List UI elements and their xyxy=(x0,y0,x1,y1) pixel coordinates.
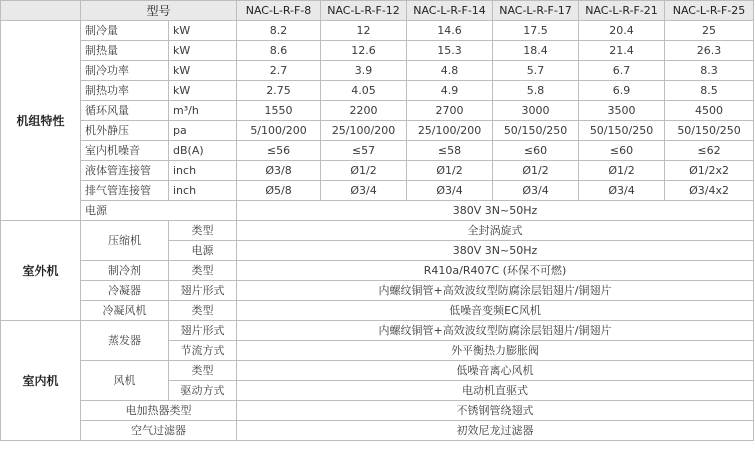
attr-value: R410a/R407C (环保不可燃) xyxy=(237,261,754,281)
param-name: 制冷量 xyxy=(81,21,169,41)
param-value: Ø3/4 xyxy=(407,181,493,201)
table-row xyxy=(1,81,754,101)
attr-name: 节流方式 xyxy=(169,341,237,361)
param-name: 制热功率 xyxy=(81,81,169,101)
param-unit: kW xyxy=(169,41,237,61)
attr-value: 电动机直驱式 xyxy=(237,381,754,401)
param-value: 12 xyxy=(321,21,407,41)
param-value: Ø5/8 xyxy=(237,181,321,201)
attr-value: 外平衡热力膨胀阀 xyxy=(237,341,754,361)
attr-value: 低噪音离心风机 xyxy=(237,361,754,381)
attr-value: 内螺纹铜管+高效波纹型防腐涂层铝翅片/铜翅片 xyxy=(237,321,754,341)
param-value: 21.4 xyxy=(579,41,665,61)
param-value: 3000 xyxy=(493,101,579,121)
table-row xyxy=(1,401,754,421)
table-row xyxy=(1,101,754,121)
attr-value: 380V 3N~50Hz xyxy=(237,241,754,261)
param-unit: kW xyxy=(169,81,237,101)
component-name: 空气过滤器 xyxy=(81,421,237,441)
param-value: 5.7 xyxy=(493,61,579,81)
model-header: NAC-L-R-F-17 xyxy=(493,1,579,21)
param-value: 3500 xyxy=(579,101,665,121)
param-value: Ø3/4 xyxy=(493,181,579,201)
param-name: 排气管连接管 xyxy=(81,181,169,201)
param-value: ≤56 xyxy=(237,141,321,161)
table-row xyxy=(1,321,754,341)
param-value: 4500 xyxy=(665,101,754,121)
table-row xyxy=(1,201,754,221)
param-value: 2.7 xyxy=(237,61,321,81)
table-row xyxy=(1,121,754,141)
param-value: Ø3/4 xyxy=(579,181,665,201)
param-value: Ø3/4x2 xyxy=(665,181,754,201)
table-row xyxy=(1,301,754,321)
param-value: Ø1/2 xyxy=(493,161,579,181)
param-value: 50/150/250 xyxy=(665,121,754,141)
table-row xyxy=(1,261,754,281)
model-header: NAC-L-R-F-12 xyxy=(321,1,407,21)
param-name: 室内机噪音 xyxy=(81,141,169,161)
param-unit: m³/h xyxy=(169,101,237,121)
param-value: ≤62 xyxy=(665,141,754,161)
param-value: 1550 xyxy=(237,101,321,121)
component-name: 蒸发器 xyxy=(81,321,169,361)
param-value: 12.6 xyxy=(321,41,407,61)
param-value: 50/150/250 xyxy=(493,121,579,141)
model-header: NAC-L-R-F-25 xyxy=(665,1,754,21)
table-row xyxy=(1,61,754,81)
param-value: 50/150/250 xyxy=(579,121,665,141)
param-value: 4.9 xyxy=(407,81,493,101)
param-unit: dB(A) xyxy=(169,141,237,161)
param-value: 4.8 xyxy=(407,61,493,81)
attr-value: 初效尼龙过滤器 xyxy=(237,421,754,441)
component-name: 风机 xyxy=(81,361,169,401)
param-value: 6.9 xyxy=(579,81,665,101)
attr-name: 类型 xyxy=(169,301,237,321)
param-value: 2700 xyxy=(407,101,493,121)
param-unit: pa xyxy=(169,121,237,141)
param-value: 8.2 xyxy=(237,21,321,41)
component-name: 冷凝器 xyxy=(81,281,169,301)
param-value: 25 xyxy=(665,21,754,41)
param-unit: inch xyxy=(169,181,237,201)
param-value: 380V 3N~50Hz xyxy=(237,201,754,221)
attr-name: 类型 xyxy=(169,261,237,281)
table-row xyxy=(1,41,754,61)
param-value: ≤60 xyxy=(493,141,579,161)
attr-name: 驱动方式 xyxy=(169,381,237,401)
param-value: 3.9 xyxy=(321,61,407,81)
section-label-indoor: 室内机 xyxy=(1,321,81,441)
table-row xyxy=(1,181,754,201)
attr-name: 电源 xyxy=(169,241,237,261)
table-row xyxy=(1,361,754,381)
component-name: 电加热器类型 xyxy=(81,401,237,421)
param-name: 机外静压 xyxy=(81,121,169,141)
param-value: 20.4 xyxy=(579,21,665,41)
param-value: 8.5 xyxy=(665,81,754,101)
component-name: 冷凝风机 xyxy=(81,301,169,321)
param-value: Ø3/4 xyxy=(321,181,407,201)
param-value: 5/100/200 xyxy=(237,121,321,141)
model-header-title: 型号 xyxy=(81,1,237,21)
table-row xyxy=(1,141,754,161)
param-value: 14.6 xyxy=(407,21,493,41)
component-name: 压缩机 xyxy=(81,221,169,261)
param-value: 6.7 xyxy=(579,61,665,81)
table-row xyxy=(1,161,754,181)
param-value: 8.3 xyxy=(665,61,754,81)
param-value: 25/100/200 xyxy=(321,121,407,141)
param-value: 4.05 xyxy=(321,81,407,101)
param-value: 2200 xyxy=(321,101,407,121)
component-name: 制冷剂 xyxy=(81,261,169,281)
param-value: Ø1/2 xyxy=(407,161,493,181)
attr-name: 翅片形式 xyxy=(169,281,237,301)
attr-name: 翅片形式 xyxy=(169,321,237,341)
table-row xyxy=(1,21,754,41)
param-name: 制冷功率 xyxy=(81,61,169,81)
param-value: 2.75 xyxy=(237,81,321,101)
param-name: 电源 xyxy=(81,201,237,221)
table-row xyxy=(1,421,754,441)
attr-name: 类型 xyxy=(169,361,237,381)
param-value: 15.3 xyxy=(407,41,493,61)
param-value: Ø1/2 xyxy=(579,161,665,181)
param-unit: inch xyxy=(169,161,237,181)
param-unit: kW xyxy=(169,21,237,41)
param-value: 5.8 xyxy=(493,81,579,101)
attr-name: 类型 xyxy=(169,221,237,241)
model-header: NAC-L-R-F-21 xyxy=(579,1,665,21)
param-name: 循环风量 xyxy=(81,101,169,121)
param-unit: kW xyxy=(169,61,237,81)
param-value: 18.4 xyxy=(493,41,579,61)
header-blank xyxy=(1,1,81,21)
param-value: Ø3/8 xyxy=(237,161,321,181)
param-name: 制热量 xyxy=(81,41,169,61)
table-row xyxy=(1,281,754,301)
param-value: 25/100/200 xyxy=(407,121,493,141)
param-name: 液体管连接管 xyxy=(81,161,169,181)
attr-value: 内螺纹铜管+高效波纹型防腐涂层铝翅片/铜翅片 xyxy=(237,281,754,301)
header-row xyxy=(1,1,754,21)
model-header: NAC-L-R-F-14 xyxy=(407,1,493,21)
param-value: Ø1/2 xyxy=(321,161,407,181)
section-label-outdoor: 室外机 xyxy=(1,221,81,321)
model-header: NAC-L-R-F-8 xyxy=(237,1,321,21)
section-label-unit: 机组特性 xyxy=(1,21,81,221)
attr-value: 不锈钢管绕翅式 xyxy=(237,401,754,421)
attr-value: 全封涡旋式 xyxy=(237,221,754,241)
table-row xyxy=(1,221,754,241)
param-value: ≤58 xyxy=(407,141,493,161)
param-value: ≤60 xyxy=(579,141,665,161)
param-value: ≤57 xyxy=(321,141,407,161)
param-value: 17.5 xyxy=(493,21,579,41)
attr-value: 低噪音变频EC风机 xyxy=(237,301,754,321)
param-value: Ø1/2x2 xyxy=(665,161,754,181)
param-value: 8.6 xyxy=(237,41,321,61)
param-value: 26.3 xyxy=(665,41,754,61)
